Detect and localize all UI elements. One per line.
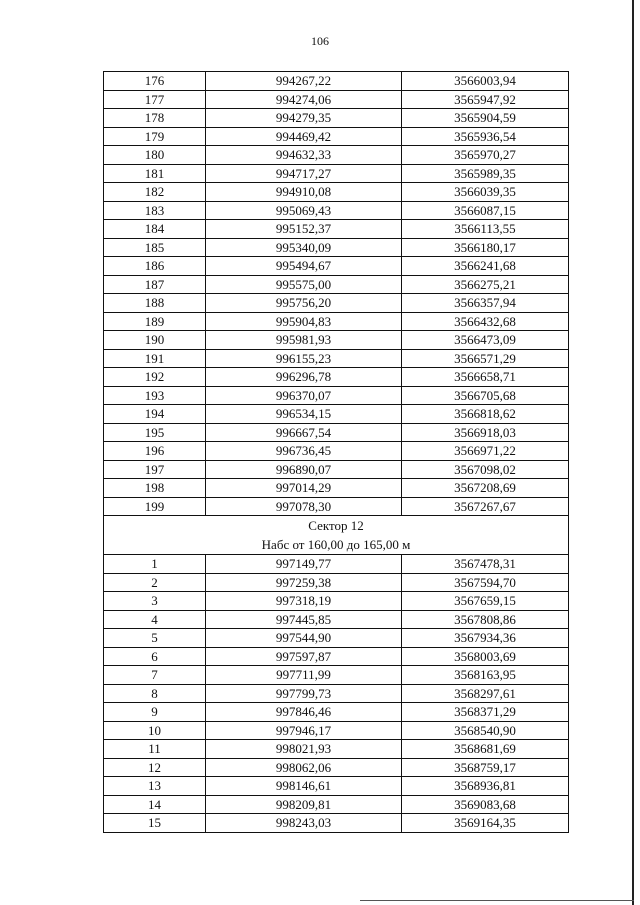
y-coordinate-cell: 3567098,02 bbox=[402, 460, 569, 479]
x-coordinate-cell: 994279,35 bbox=[206, 109, 402, 128]
point-number-cell: 185 bbox=[104, 238, 206, 257]
table-row bbox=[104, 201, 569, 220]
x-coordinate-cell: 997445,85 bbox=[206, 610, 402, 629]
y-coordinate-cell: 3568936,81 bbox=[402, 777, 569, 796]
point-number-cell: 195 bbox=[104, 423, 206, 442]
x-coordinate-cell: 998243,03 bbox=[206, 814, 402, 833]
x-coordinate-cell: 996736,45 bbox=[206, 442, 402, 461]
x-coordinate-cell: 996667,54 bbox=[206, 423, 402, 442]
point-number-cell: 180 bbox=[104, 146, 206, 165]
table-row bbox=[104, 647, 569, 666]
point-number-cell: 6 bbox=[104, 647, 206, 666]
table-row bbox=[104, 740, 569, 759]
y-coordinate-cell: 3566971,22 bbox=[402, 442, 569, 461]
page-edge-bottom bbox=[360, 900, 634, 901]
x-coordinate-cell: 998062,06 bbox=[206, 758, 402, 777]
y-coordinate-cell: 3565970,27 bbox=[402, 146, 569, 165]
table-row bbox=[104, 164, 569, 183]
y-coordinate-cell: 3566818,62 bbox=[402, 405, 569, 424]
table-row bbox=[104, 555, 569, 574]
x-coordinate-cell: 998146,61 bbox=[206, 777, 402, 796]
y-coordinate-cell: 3568540,90 bbox=[402, 721, 569, 740]
y-coordinate-cell: 3567934,36 bbox=[402, 629, 569, 648]
x-coordinate-cell: 995904,83 bbox=[206, 312, 402, 331]
y-coordinate-cell: 3566357,94 bbox=[402, 294, 569, 313]
x-coordinate-cell: 997544,90 bbox=[206, 629, 402, 648]
x-coordinate-cell: 995069,43 bbox=[206, 201, 402, 220]
x-coordinate-cell: 995152,37 bbox=[206, 220, 402, 239]
y-coordinate-cell: 3566473,09 bbox=[402, 331, 569, 350]
y-coordinate-cell: 3566705,68 bbox=[402, 386, 569, 405]
point-number-cell: 7 bbox=[104, 666, 206, 685]
table-body-bottom bbox=[104, 555, 569, 833]
point-number-cell: 177 bbox=[104, 90, 206, 109]
table-row bbox=[104, 109, 569, 128]
point-number-cell: 5 bbox=[104, 629, 206, 648]
table-row bbox=[104, 666, 569, 685]
table-row bbox=[104, 684, 569, 703]
x-coordinate-cell: 994469,42 bbox=[206, 127, 402, 146]
point-number-cell: 189 bbox=[104, 312, 206, 331]
point-number-cell: 11 bbox=[104, 740, 206, 759]
y-coordinate-cell: 3568681,69 bbox=[402, 740, 569, 759]
point-number-cell: 9 bbox=[104, 703, 206, 722]
x-coordinate-cell: 996370,07 bbox=[206, 386, 402, 405]
table-row bbox=[104, 146, 569, 165]
x-coordinate-cell: 997149,77 bbox=[206, 555, 402, 574]
table-row bbox=[104, 275, 569, 294]
table-row bbox=[104, 220, 569, 239]
sector-title: Сектор 12 bbox=[308, 518, 364, 533]
table-row bbox=[104, 349, 569, 368]
y-coordinate-cell: 3566658,71 bbox=[402, 368, 569, 387]
x-coordinate-cell: 994267,22 bbox=[206, 72, 402, 91]
point-number-cell: 186 bbox=[104, 257, 206, 276]
point-number-cell: 199 bbox=[104, 497, 206, 516]
x-coordinate-cell: 997318,19 bbox=[206, 592, 402, 611]
table-row bbox=[104, 795, 569, 814]
point-number-cell: 187 bbox=[104, 275, 206, 294]
point-number-cell: 192 bbox=[104, 368, 206, 387]
point-number-cell: 3 bbox=[104, 592, 206, 611]
point-number-cell: 194 bbox=[104, 405, 206, 424]
x-coordinate-cell: 997711,99 bbox=[206, 666, 402, 685]
y-coordinate-cell: 3566180,17 bbox=[402, 238, 569, 257]
point-number-cell: 193 bbox=[104, 386, 206, 405]
point-number-cell: 14 bbox=[104, 795, 206, 814]
table-row bbox=[104, 257, 569, 276]
x-coordinate-cell: 996534,15 bbox=[206, 405, 402, 424]
x-coordinate-cell: 995340,09 bbox=[206, 238, 402, 257]
table-row bbox=[104, 497, 569, 516]
point-number-cell: 10 bbox=[104, 721, 206, 740]
point-number-cell: 176 bbox=[104, 72, 206, 91]
table-row bbox=[104, 423, 569, 442]
table-row bbox=[104, 442, 569, 461]
page-edge-right bbox=[632, 0, 634, 905]
x-coordinate-cell: 996155,23 bbox=[206, 349, 402, 368]
y-coordinate-cell: 3568297,61 bbox=[402, 684, 569, 703]
sector-header bbox=[104, 516, 569, 555]
table-row bbox=[104, 721, 569, 740]
table-row bbox=[104, 127, 569, 146]
sector-cell bbox=[104, 516, 569, 555]
x-coordinate-cell: 997846,46 bbox=[206, 703, 402, 722]
x-coordinate-cell: 997078,30 bbox=[206, 497, 402, 516]
y-coordinate-cell: 3567808,86 bbox=[402, 610, 569, 629]
point-number-cell: 196 bbox=[104, 442, 206, 461]
table-row bbox=[104, 479, 569, 498]
y-coordinate-cell: 3566432,68 bbox=[402, 312, 569, 331]
table-row bbox=[104, 629, 569, 648]
table-row bbox=[104, 312, 569, 331]
y-coordinate-cell: 3567478,31 bbox=[402, 555, 569, 574]
page-number: 106 bbox=[311, 34, 329, 48]
x-coordinate-cell: 997014,29 bbox=[206, 479, 402, 498]
table-row bbox=[104, 592, 569, 611]
y-coordinate-cell: 3569164,35 bbox=[402, 814, 569, 833]
x-coordinate-cell: 995981,93 bbox=[206, 331, 402, 350]
table-row bbox=[104, 368, 569, 387]
y-coordinate-cell: 3565989,35 bbox=[402, 164, 569, 183]
y-coordinate-cell: 3566039,35 bbox=[402, 183, 569, 202]
point-number-cell: 15 bbox=[104, 814, 206, 833]
point-number-cell: 8 bbox=[104, 684, 206, 703]
table-row bbox=[104, 703, 569, 722]
x-coordinate-cell: 996296,78 bbox=[206, 368, 402, 387]
point-number-cell: 178 bbox=[104, 109, 206, 128]
y-coordinate-cell: 3568003,69 bbox=[402, 647, 569, 666]
table-row bbox=[104, 331, 569, 350]
table-row bbox=[104, 72, 569, 91]
y-coordinate-cell: 3566241,68 bbox=[402, 257, 569, 276]
x-coordinate-cell: 997799,73 bbox=[206, 684, 402, 703]
table-row bbox=[104, 573, 569, 592]
y-coordinate-cell: 3567594,70 bbox=[402, 573, 569, 592]
y-coordinate-cell: 3565936,54 bbox=[402, 127, 569, 146]
x-coordinate-cell: 998209,81 bbox=[206, 795, 402, 814]
y-coordinate-cell: 3568163,95 bbox=[402, 666, 569, 685]
point-number-cell: 184 bbox=[104, 220, 206, 239]
x-coordinate-cell: 997597,87 bbox=[206, 647, 402, 666]
x-coordinate-cell: 995494,67 bbox=[206, 257, 402, 276]
x-coordinate-cell: 994632,33 bbox=[206, 146, 402, 165]
point-number-cell: 188 bbox=[104, 294, 206, 313]
y-coordinate-cell: 3565904,59 bbox=[402, 109, 569, 128]
point-number-cell: 13 bbox=[104, 777, 206, 796]
x-coordinate-cell: 994274,06 bbox=[206, 90, 402, 109]
y-coordinate-cell: 3566918,03 bbox=[402, 423, 569, 442]
y-coordinate-cell: 3566113,55 bbox=[402, 220, 569, 239]
x-coordinate-cell: 995575,00 bbox=[206, 275, 402, 294]
y-coordinate-cell: 3567208,69 bbox=[402, 479, 569, 498]
y-coordinate-cell: 3565947,92 bbox=[402, 90, 569, 109]
point-number-cell: 1 bbox=[104, 555, 206, 574]
y-coordinate-cell: 3566571,29 bbox=[402, 349, 569, 368]
table-body-top bbox=[104, 72, 569, 516]
table-row bbox=[104, 610, 569, 629]
point-number-cell: 191 bbox=[104, 349, 206, 368]
y-coordinate-cell: 3568371,29 bbox=[402, 703, 569, 722]
y-coordinate-cell: 3569083,68 bbox=[402, 795, 569, 814]
point-number-cell: 2 bbox=[104, 573, 206, 592]
point-number-cell: 179 bbox=[104, 127, 206, 146]
y-coordinate-cell: 3566087,15 bbox=[402, 201, 569, 220]
y-coordinate-cell: 3566275,21 bbox=[402, 275, 569, 294]
point-number-cell: 12 bbox=[104, 758, 206, 777]
table-row bbox=[104, 294, 569, 313]
y-coordinate-cell: 3567659,15 bbox=[402, 592, 569, 611]
table-row bbox=[104, 238, 569, 257]
table-row bbox=[104, 758, 569, 777]
point-number-cell: 197 bbox=[104, 460, 206, 479]
point-number-cell: 198 bbox=[104, 479, 206, 498]
table-row bbox=[104, 183, 569, 202]
x-coordinate-cell: 994717,27 bbox=[206, 164, 402, 183]
x-coordinate-cell: 996890,07 bbox=[206, 460, 402, 479]
x-coordinate-cell: 997946,17 bbox=[206, 721, 402, 740]
table-row bbox=[104, 814, 569, 833]
point-number-cell: 183 bbox=[104, 201, 206, 220]
y-coordinate-cell: 3566003,94 bbox=[402, 72, 569, 91]
point-number-cell: 182 bbox=[104, 183, 206, 202]
x-coordinate-cell: 998021,93 bbox=[206, 740, 402, 759]
y-coordinate-cell: 3568759,17 bbox=[402, 758, 569, 777]
point-number-cell: 4 bbox=[104, 610, 206, 629]
sector-subtitle: Набс от 160,00 до 165,00 м bbox=[261, 537, 411, 552]
coordinates-table bbox=[103, 71, 569, 833]
table-row bbox=[104, 405, 569, 424]
point-number-cell: 190 bbox=[104, 331, 206, 350]
y-coordinate-cell: 3567267,67 bbox=[402, 497, 569, 516]
table-row bbox=[104, 386, 569, 405]
x-coordinate-cell: 997259,38 bbox=[206, 573, 402, 592]
x-coordinate-cell: 995756,20 bbox=[206, 294, 402, 313]
point-number-cell: 181 bbox=[104, 164, 206, 183]
table-row bbox=[104, 777, 569, 796]
table-row bbox=[104, 460, 569, 479]
table-row bbox=[104, 90, 569, 109]
sector-row bbox=[104, 516, 569, 555]
x-coordinate-cell: 994910,08 bbox=[206, 183, 402, 202]
